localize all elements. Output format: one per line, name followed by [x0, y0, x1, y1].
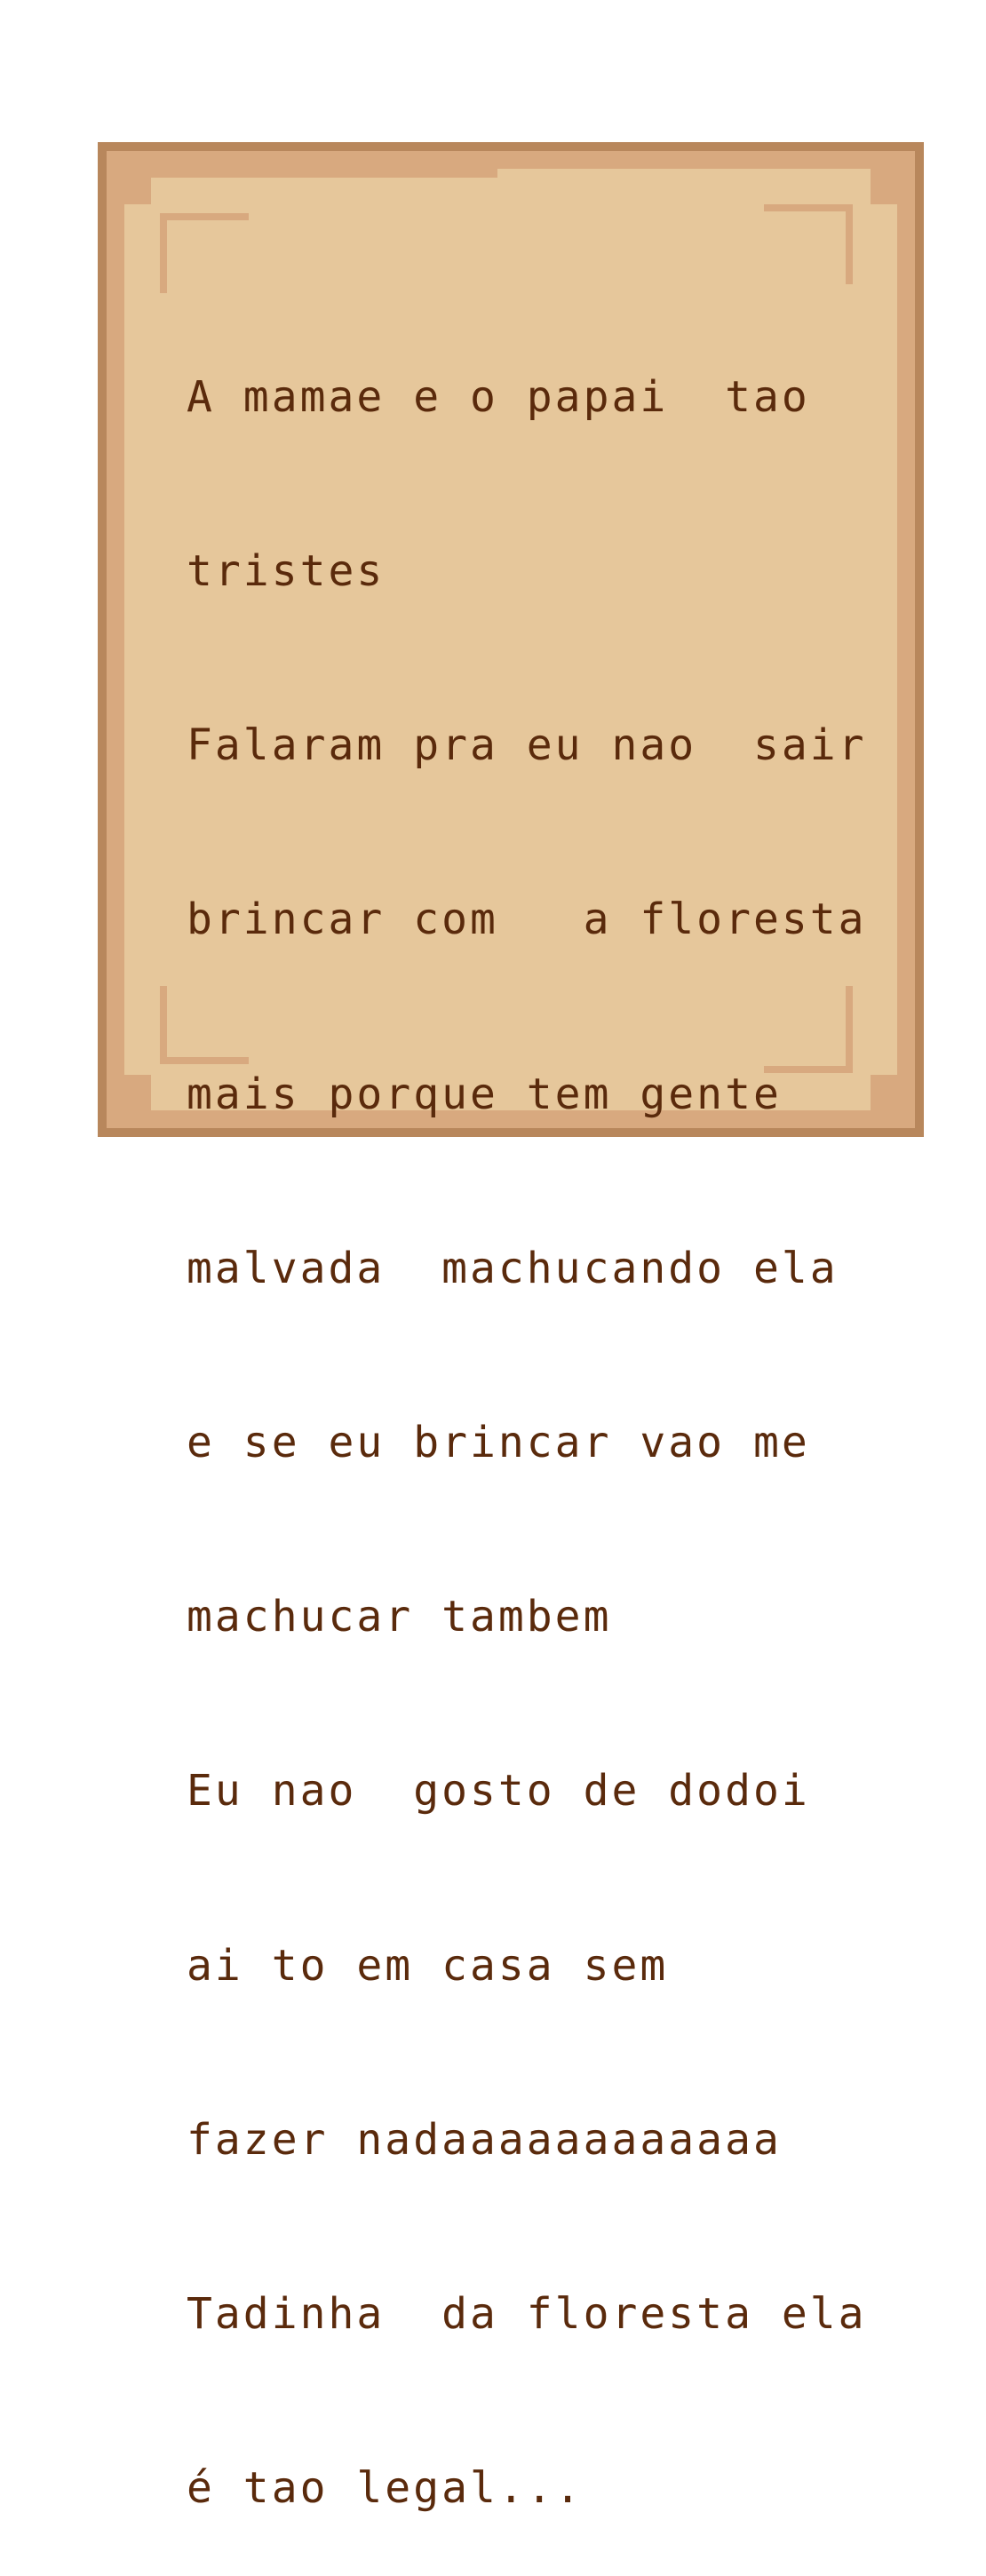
corner-bracket-top-right: [846, 204, 853, 284]
corner-bracket-top-right: [764, 204, 853, 211]
note-line: A mamae e o papai tao: [187, 371, 810, 422]
note-line: mais porque tem gente: [187, 1069, 782, 1119]
corner-bracket-top-left: [160, 213, 249, 220]
note-line: machucar tambem: [187, 1592, 612, 1642]
note-text: [187, 252, 867, 2576]
note-line: brincar com a floresta: [187, 894, 867, 945]
note-line: e se eu brincar vao me: [187, 1418, 810, 1468]
note-line: Falaram pra eu nao sair: [187, 720, 867, 771]
note-line: ai to em casa sem: [187, 1940, 669, 1991]
corner-bracket-bottom-right: [846, 986, 853, 1073]
note-line: malvada machucando ela: [187, 1243, 839, 1293]
corner-bracket-bottom-left: [160, 986, 167, 1064]
note-line: fazer nadaaaaaaaaaaaa: [187, 2114, 782, 2165]
note-line: Tadinha da floresta ela: [187, 2289, 867, 2340]
note-line: tristes: [187, 546, 386, 597]
corner-bracket-top-left: [160, 213, 167, 293]
note-line: Eu nao gosto de dodoi: [187, 1766, 810, 1817]
note-line: é tao legal...: [187, 2463, 584, 2514]
note-paper-step-top: [497, 169, 871, 178]
